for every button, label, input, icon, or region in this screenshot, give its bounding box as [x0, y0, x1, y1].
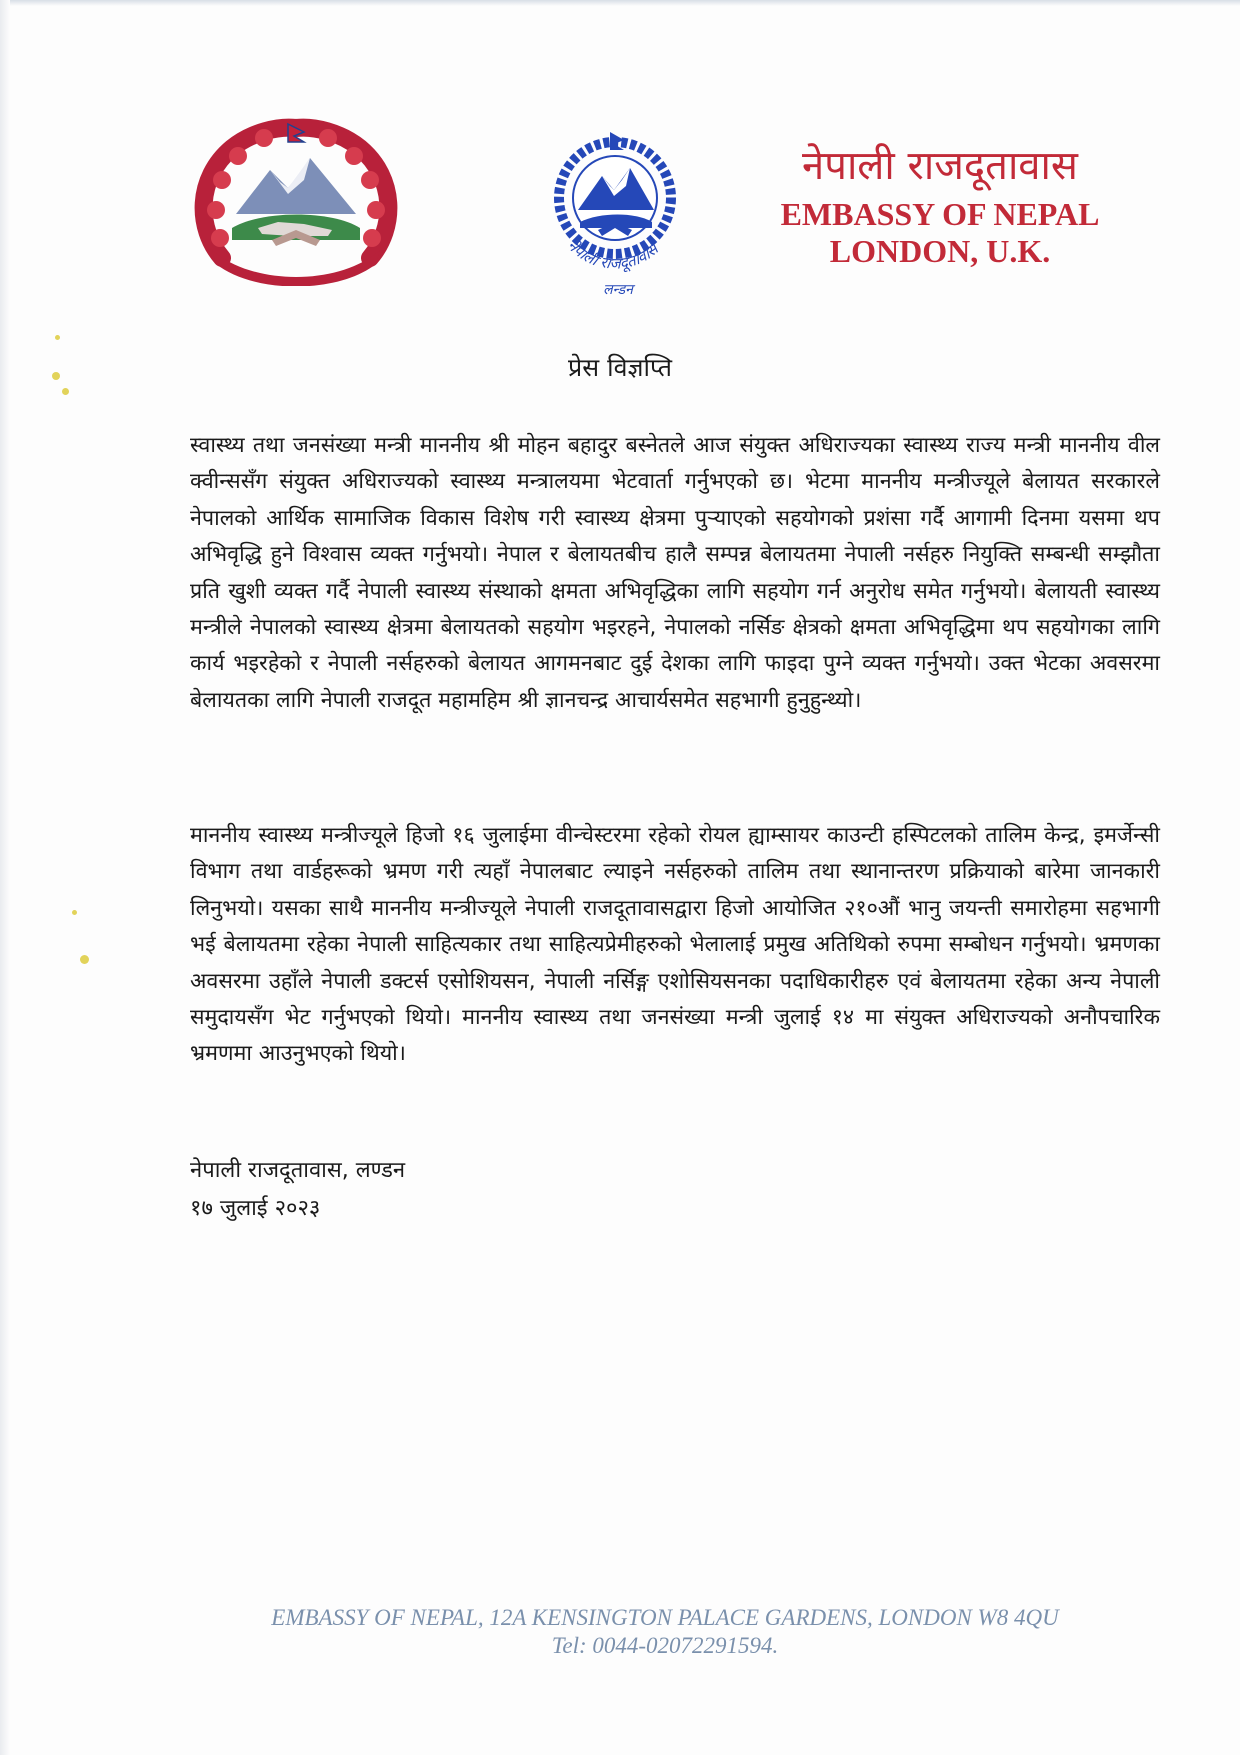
seal-subtext: लन्डन	[603, 282, 633, 298]
scan-speck	[55, 335, 60, 340]
signature-block	[190, 1152, 405, 1228]
letterhead-embassy-name: EMBASSY OF NEPAL	[780, 196, 1100, 232]
nepal-coat-of-arms-icon	[192, 118, 400, 286]
scan-speck	[80, 955, 89, 964]
letterhead-location: LONDON, U.K.	[829, 233, 1051, 269]
footer-address: EMBASSY OF NEPAL, 12A KENSINGTON PALACE GARDENS, LONDON W8 4QU	[271, 1605, 1059, 1630]
signature-date: १७ जुलाई २०२३	[190, 1196, 321, 1221]
scan-speck	[52, 372, 60, 380]
scan-edge-top	[0, 0, 1240, 6]
letterhead-title-english	[740, 196, 1140, 270]
scan-speck	[62, 388, 69, 395]
document-title: प्रेस विज्ञप्ति	[568, 353, 672, 382]
letterhead-footer	[0, 1604, 1240, 1660]
svg-text:नेपाली राजदूतावास	[564, 236, 664, 273]
signature-organization: नेपाली राजदूतावास, लण्डन	[190, 1158, 406, 1183]
footer-telephone: Tel: 0044-02072291594.	[551, 1633, 779, 1658]
seal-text: नेपाली राजदूतावास	[563, 236, 662, 273]
scan-edge-left	[0, 0, 10, 1755]
letterhead-title-nepali: नेपाली राजदूतावास	[802, 143, 1078, 189]
embassy-seal-icon	[540, 128, 690, 308]
body-paragraph: माननीय स्वास्थ्य मन्त्रीज्यूले हिजो १६ जुलाईमा वीन्चेस्टरमा रहेको रोयल ह्याम्सायर काउन्टी हस्पिटलको तालिम केन्द्र, इमर्जेन्सी विभाग तथा वार्डहरूको भ्रमण गरी त्यहाँ नेपालबाट ल्याइने नर्सहरुको तालिम तथा स्थानान्तरण प्रक्रियाको बारेमा जानकारी लिनुभयो। यसका साथै माननीय मन्त्रीज्यूले नेपाली राजदूतावासद्वारा हिजो आयोजित २१०औं भानु जयन्ती समारोहमा सहभागी भई बेलायतमा रहेका नेपाली साहित्यकार तथा साहित्यप्रेमीहरुको भेलालाई प्रमुख अतिथिको रुपमा सम्बोधन गर्नुभयो। भ्रमणका अवसरमा उहाँले नेपाली डक्टर्स एसोशियसन, नेपाली नर्सिङ्ग एशोसियसनका पदाधिकारीहरु एवं बेलायतमा रहेका अन्य नेपाली समुदायसँग भेट गर्नुभएको थियो। माननीय स्वास्थ्य तथा जनसंख्या मन्त्री जुलाई १४ मा संयुक्त अधिराज्यको अनौपचारिक भ्रमणमा आउनुभएको थियो।	[190, 823, 1160, 1067]
body-paragraph: स्वास्थ्य तथा जनसंख्या मन्त्री माननीय श्री मोहन बहादुर बस्नेतले आज संयुक्त अधिराज्यका स्वास्थ्य राज्य मन्त्री माननीय वील क्वीन्ससँग संयुक्त अधिराज्यको स्वास्थ्य मन्त्रालयमा भेटवार्ता गर्नुभएको छ। भेटमा माननीय मन्त्रीज्यूले बेलायत सरकारले नेपालको आर्थिक सामाजिक विकास विशेष गरी स्वास्थ्य क्षेत्रमा पुऱ्याएको सहयोगको प्रशंसा गर्दै आगामी दिनमा यसमा थप अभिवृद्धि हुने विश्वास व्यक्त गर्नुभयो। नेपाल र बेलायतबीच हालै सम्पन्न बेलायतमा नेपाली नर्सहरु नियुक्ति सम्बन्धी सम्झौता प्रति खुशी व्यक्त गर्दै नेपाली स्वास्थ्य संस्थाको क्षमता अभिवृद्धिका लागि सहयोग गर्न अनुरोध समेत गर्नुभयो। बेलायती स्वास्थ्य मन्त्रीले नेपालको स्वास्थ्य क्षेत्रमा बेलायतको सहयोग भइरहने, नेपालको नर्सिङ क्षेत्रको क्षमता अभिवृद्धिमा थप सहयोगका लागि कार्य भइरहेको र नेपाली नर्सहरुको बेलायत आगमनबाट दुई देशका लागि फाइदा पुग्ने व्यक्त गर्नुभयो। उक्त भेटका अवसरमा बेलायतका लागि नेपाली राजदूत महामहिम श्री ज्ञानचन्द्र आचार्यसमेत सहभागी हुनुहुन्थ्यो।	[190, 433, 1160, 713]
scan-speck	[72, 910, 77, 915]
